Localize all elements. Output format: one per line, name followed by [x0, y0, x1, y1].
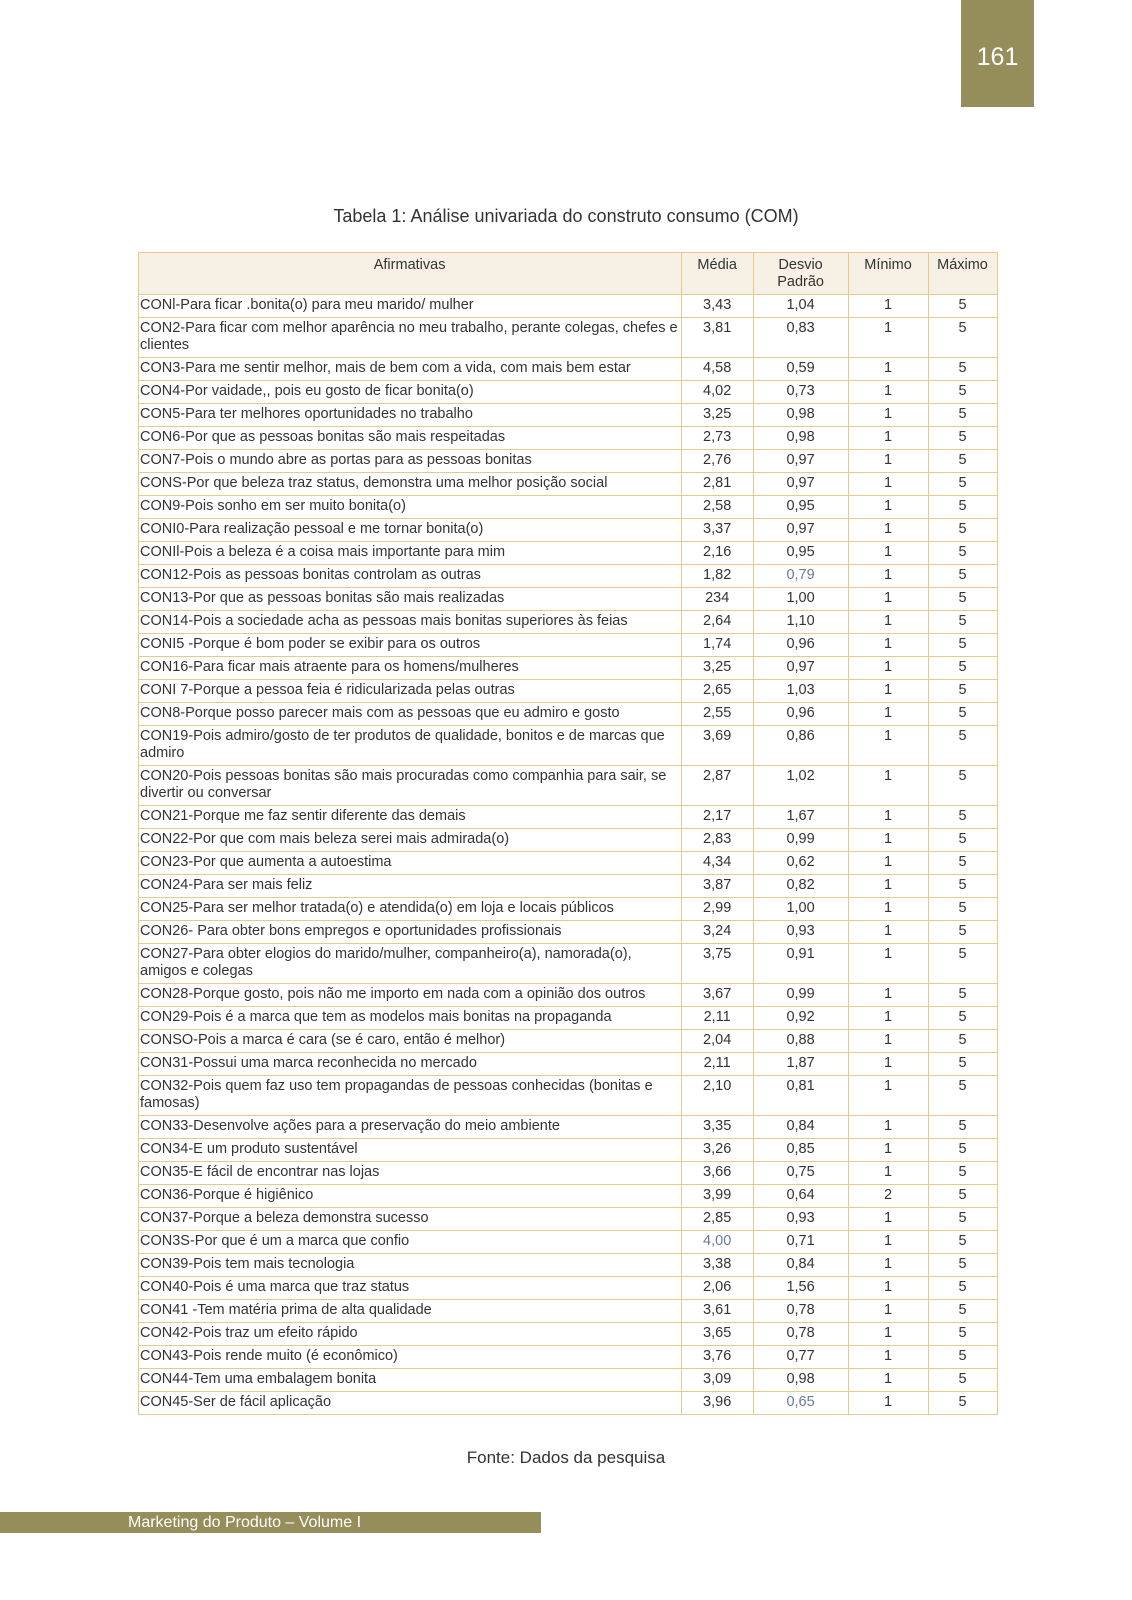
cell-media: 3,35	[682, 1116, 754, 1139]
cell-media: 3,38	[682, 1254, 754, 1277]
table-row	[139, 1346, 998, 1369]
header-desvio-padrao: Desvio Padrão	[754, 253, 849, 295]
cell-desvio-padrao: 0,98	[754, 1369, 849, 1392]
cell-minimo: 1	[849, 1323, 929, 1346]
cell-media: 2,58	[682, 496, 754, 519]
cell-afirmativa: CON35-E fácil de encontrar nas lojas	[139, 1162, 682, 1185]
cell-desvio-padrao: 0,99	[754, 829, 849, 852]
cell-media: 234	[682, 588, 754, 611]
table-row	[139, 634, 998, 657]
cell-maximo: 5	[928, 657, 997, 680]
cell-afirmativa: CON31-Possui uma marca reconhecida no mercado	[139, 1053, 682, 1076]
cell-desvio-padrao: 0,75	[754, 1162, 849, 1185]
cell-media: 3,66	[682, 1162, 754, 1185]
cell-desvio-padrao: 1,67	[754, 806, 849, 829]
cell-desvio-padrao: 0,71	[754, 1231, 849, 1254]
cell-desvio-padrao: 0,78	[754, 1300, 849, 1323]
cell-media: 3,25	[682, 404, 754, 427]
cell-maximo: 5	[928, 898, 997, 921]
cell-maximo: 5	[928, 542, 997, 565]
cell-afirmativa: CON41 -Tem matéria prima de alta qualidade	[139, 1300, 682, 1323]
cell-desvio-padrao: 1,10	[754, 611, 849, 634]
table-row	[139, 1030, 998, 1053]
cell-maximo: 5	[928, 680, 997, 703]
cell-media: 3,81	[682, 318, 754, 358]
cell-minimo: 1	[849, 984, 929, 1007]
cell-media: 2,16	[682, 542, 754, 565]
cell-minimo: 1	[849, 588, 929, 611]
table-row	[139, 1007, 998, 1030]
table-row	[139, 588, 998, 611]
cell-minimo: 1	[849, 318, 929, 358]
cell-desvio-padrao: 0,95	[754, 496, 849, 519]
cell-minimo: 1	[849, 921, 929, 944]
cell-minimo: 1	[849, 473, 929, 496]
cell-maximo: 5	[928, 588, 997, 611]
table-row	[139, 852, 998, 875]
cell-minimo: 1	[849, 1116, 929, 1139]
cell-maximo: 5	[928, 473, 997, 496]
cell-desvio-padrao: 0,96	[754, 703, 849, 726]
cell-minimo: 1	[849, 1162, 929, 1185]
cell-afirmativa: CON29-Pois é a marca que tem as modelos mais bonitas na propaganda	[139, 1007, 682, 1030]
cell-maximo: 5	[928, 766, 997, 806]
cell-desvio-padrao: 0,82	[754, 875, 849, 898]
cell-minimo: 1	[849, 680, 929, 703]
cell-afirmativa: CON4-Por vaidade,, pois eu gosto de ficar bonita(o)	[139, 381, 682, 404]
cell-minimo: 1	[849, 726, 929, 766]
cell-afirmativa: CON2-Para ficar com melhor aparência no meu trabalho, perante colegas, chefes e clientes	[139, 318, 682, 358]
page-number: 161	[961, 0, 1034, 107]
table-row	[139, 1116, 998, 1139]
cell-maximo: 5	[928, 404, 997, 427]
cell-maximo: 5	[928, 829, 997, 852]
header-row	[139, 253, 998, 295]
cell-minimo: 1	[849, 496, 929, 519]
cell-minimo: 1	[849, 542, 929, 565]
cell-minimo: 1	[849, 1076, 929, 1116]
table-row	[139, 875, 998, 898]
cell-desvio-padrao: 0,97	[754, 473, 849, 496]
cell-minimo: 1	[849, 634, 929, 657]
table-row	[139, 1208, 998, 1231]
table-row	[139, 404, 998, 427]
cell-media: 3,67	[682, 984, 754, 1007]
cell-maximo: 5	[928, 450, 997, 473]
cell-maximo: 5	[928, 318, 997, 358]
cell-maximo: 5	[928, 1254, 997, 1277]
cell-media: 2,04	[682, 1030, 754, 1053]
cell-minimo: 1	[849, 565, 929, 588]
cell-minimo: 1	[849, 1208, 929, 1231]
cell-desvio-padrao: 0,88	[754, 1030, 849, 1053]
cell-desvio-padrao: 0,84	[754, 1116, 849, 1139]
cell-desvio-padrao: 0,95	[754, 542, 849, 565]
cell-media: 2,65	[682, 680, 754, 703]
cell-media: 3,99	[682, 1185, 754, 1208]
cell-media: 3,09	[682, 1369, 754, 1392]
table-row	[139, 611, 998, 634]
cell-afirmativa: CONS-Por que beleza traz status, demonstra uma melhor posição social	[139, 473, 682, 496]
cell-maximo: 5	[928, 1208, 997, 1231]
cell-minimo: 1	[849, 1007, 929, 1030]
cell-minimo: 1	[849, 703, 929, 726]
cell-maximo: 5	[928, 1162, 997, 1185]
header-maximo: Máximo	[928, 253, 997, 295]
cell-maximo: 5	[928, 921, 997, 944]
cell-desvio-padrao: 0,98	[754, 427, 849, 450]
table-row	[139, 1254, 998, 1277]
cell-afirmativa: CONIl-Pois a beleza é a coisa mais importante para mim	[139, 542, 682, 565]
cell-minimo: 1	[849, 381, 929, 404]
cell-maximo: 5	[928, 381, 997, 404]
cell-desvio-padrao: 0,85	[754, 1139, 849, 1162]
table-row	[139, 565, 998, 588]
cell-media: 2,83	[682, 829, 754, 852]
cell-minimo: 1	[849, 898, 929, 921]
cell-minimo: 1	[849, 427, 929, 450]
cell-media: 1,82	[682, 565, 754, 588]
table-row	[139, 680, 998, 703]
cell-maximo: 5	[928, 944, 997, 984]
cell-afirmativa: CONl-Para ficar .bonita(o) para meu marido/ mulher	[139, 295, 682, 318]
footer-bar	[0, 1512, 541, 1533]
cell-media: 3,43	[682, 295, 754, 318]
cell-desvio-padrao: 0,64	[754, 1185, 849, 1208]
cell-afirmativa: CON13-Por que as pessoas bonitas são mais realizadas	[139, 588, 682, 611]
cell-maximo: 5	[928, 1076, 997, 1116]
cell-afirmativa: CON24-Para ser mais feliz	[139, 875, 682, 898]
footer-title: Marketing do Produto – Volume I	[128, 1514, 362, 1531]
table-row	[139, 703, 998, 726]
table-row	[139, 450, 998, 473]
cell-desvio-padrao: 0,97	[754, 519, 849, 542]
table-row	[139, 381, 998, 404]
cell-afirmativa: CON34-E um produto sustentável	[139, 1139, 682, 1162]
cell-desvio-padrao: 1,02	[754, 766, 849, 806]
cell-media: 2,81	[682, 473, 754, 496]
cell-afirmativa: CON44-Tem uma embalagem bonita	[139, 1369, 682, 1392]
cell-maximo: 5	[928, 1030, 997, 1053]
header-minimo: Mínimo	[849, 253, 929, 295]
cell-afirmativa: CON3-Para me sentir melhor, mais de bem com a vida, com mais bem estar	[139, 358, 682, 381]
cell-desvio-padrao: 0,93	[754, 921, 849, 944]
cell-maximo: 5	[928, 806, 997, 829]
cell-media: 3,76	[682, 1346, 754, 1369]
cell-media: 4,00	[682, 1231, 754, 1254]
cell-minimo: 1	[849, 404, 929, 427]
table-row	[139, 1323, 998, 1346]
table-row	[139, 358, 998, 381]
cell-afirmativa: CONI5 -Porque é bom poder se exibir para os outros	[139, 634, 682, 657]
cell-afirmativa: CON21-Porque me faz sentir diferente das demais	[139, 806, 682, 829]
cell-desvio-padrao: 0,83	[754, 318, 849, 358]
cell-media: 4,58	[682, 358, 754, 381]
cell-desvio-padrao: 0,93	[754, 1208, 849, 1231]
cell-minimo: 1	[849, 657, 929, 680]
cell-afirmativa: CON26- Para obter bons empregos e oportunidades profissionais	[139, 921, 682, 944]
cell-maximo: 5	[928, 295, 997, 318]
cell-afirmativa: CON42-Pois traz um efeito rápido	[139, 1323, 682, 1346]
cell-media: 2,17	[682, 806, 754, 829]
table-row	[139, 1369, 998, 1392]
cell-maximo: 5	[928, 1277, 997, 1300]
cell-minimo: 1	[849, 611, 929, 634]
cell-desvio-padrao: 0,79	[754, 565, 849, 588]
table-body	[139, 295, 998, 1415]
cell-desvio-padrao: 0,77	[754, 1346, 849, 1369]
table-row	[139, 519, 998, 542]
cell-afirmativa: CON28-Porque gosto, pois não me importo em nada com a opinião dos outros	[139, 984, 682, 1007]
table-row	[139, 1277, 998, 1300]
cell-afirmativa: CON36-Porque é higiênico	[139, 1185, 682, 1208]
cell-afirmativa: CON32-Pois quem faz uso tem propagandas de pessoas conhecidas (bonitas e famosas)	[139, 1076, 682, 1116]
table-header	[139, 253, 998, 295]
cell-afirmativa: CON16-Para ficar mais atraente para os homens/mulheres	[139, 657, 682, 680]
cell-minimo: 1	[849, 1346, 929, 1369]
cell-media: 4,02	[682, 381, 754, 404]
cell-media: 2,10	[682, 1076, 754, 1116]
table-row	[139, 984, 998, 1007]
cell-maximo: 5	[928, 358, 997, 381]
cell-minimo: 1	[849, 829, 929, 852]
cell-minimo: 1	[849, 944, 929, 984]
table-row	[139, 726, 998, 766]
cell-maximo: 5	[928, 634, 997, 657]
table-row	[139, 1185, 998, 1208]
cell-media: 1,74	[682, 634, 754, 657]
cell-media: 3,26	[682, 1139, 754, 1162]
cell-maximo: 5	[928, 611, 997, 634]
cell-afirmativa: CON45-Ser de fácil aplicação	[139, 1392, 682, 1415]
cell-minimo: 1	[849, 766, 929, 806]
cell-minimo: 1	[849, 1139, 929, 1162]
cell-minimo: 2	[849, 1185, 929, 1208]
table-row	[139, 427, 998, 450]
cell-afirmativa: CON25-Para ser melhor tratada(o) e atendida(o) em loja e locais públicos	[139, 898, 682, 921]
cell-desvio-padrao: 0,99	[754, 984, 849, 1007]
cell-minimo: 1	[849, 1254, 929, 1277]
cell-afirmativa: CON3S-Por que é um a marca que confio	[139, 1231, 682, 1254]
cell-media: 3,25	[682, 657, 754, 680]
cell-minimo: 1	[849, 1277, 929, 1300]
cell-afirmativa: CON43-Pois rende muito (é econômico)	[139, 1346, 682, 1369]
header-media: Média	[682, 253, 754, 295]
cell-afirmativa: CON8-Porque posso parecer mais com as pessoas que eu admiro e gosto	[139, 703, 682, 726]
cell-minimo: 1	[849, 1392, 929, 1415]
cell-afirmativa: CON33-Desenvolve ações para a preservação do meio ambiente	[139, 1116, 682, 1139]
cell-maximo: 5	[928, 1231, 997, 1254]
cell-afirmativa: CON40-Pois é uma marca que traz status	[139, 1277, 682, 1300]
cell-minimo: 1	[849, 1231, 929, 1254]
table-row	[139, 542, 998, 565]
cell-desvio-padrao: 1,04	[754, 295, 849, 318]
cell-maximo: 5	[928, 875, 997, 898]
cell-afirmativa: CON19-Pois admiro/gosto de ter produtos de qualidade, bonitos e de marcas que admiro	[139, 726, 682, 766]
cell-media: 3,87	[682, 875, 754, 898]
cell-minimo: 1	[849, 295, 929, 318]
cell-desvio-padrao: 0,97	[754, 657, 849, 680]
table-row	[139, 829, 998, 852]
cell-media: 2,87	[682, 766, 754, 806]
cell-media: 3,65	[682, 1323, 754, 1346]
cell-minimo: 1	[849, 1030, 929, 1053]
cell-desvio-padrao: 0,73	[754, 381, 849, 404]
table-row	[139, 496, 998, 519]
cell-media: 3,37	[682, 519, 754, 542]
table-source: Fonte: Dados da pesquisa	[466, 1448, 666, 1467]
cell-desvio-padrao: 0,62	[754, 852, 849, 875]
table-row	[139, 318, 998, 358]
cell-minimo: 1	[849, 1300, 929, 1323]
cell-media: 2,73	[682, 427, 754, 450]
cell-desvio-padrao: 1,00	[754, 898, 849, 921]
cell-desvio-padrao: 0,92	[754, 1007, 849, 1030]
cell-maximo: 5	[928, 1300, 997, 1323]
table-row	[139, 473, 998, 496]
cell-minimo: 1	[849, 806, 929, 829]
table-row	[139, 1053, 998, 1076]
cell-desvio-padrao: 0,86	[754, 726, 849, 766]
cell-maximo: 5	[928, 1346, 997, 1369]
table-row	[139, 766, 998, 806]
cell-media: 4,34	[682, 852, 754, 875]
cell-desvio-padrao: 0,59	[754, 358, 849, 381]
cell-desvio-padrao: 0,91	[754, 944, 849, 984]
cell-maximo: 5	[928, 496, 997, 519]
header-afirmativas: Afirmativas	[139, 253, 682, 295]
cell-maximo: 5	[928, 1185, 997, 1208]
cell-minimo: 1	[849, 875, 929, 898]
cell-desvio-padrao: 0,84	[754, 1254, 849, 1277]
cell-maximo: 5	[928, 1323, 997, 1346]
cell-minimo: 1	[849, 358, 929, 381]
cell-afirmativa: CON12-Pois as pessoas bonitas controlam as outras	[139, 565, 682, 588]
cell-desvio-padrao: 0,96	[754, 634, 849, 657]
data-table	[138, 252, 998, 1415]
cell-media: 2,11	[682, 1053, 754, 1076]
cell-afirmativa: CON20-Pois pessoas bonitas são mais procuradas como companhia para sair, se divertir ou conversar	[139, 766, 682, 806]
cell-media: 2,76	[682, 450, 754, 473]
cell-maximo: 5	[928, 519, 997, 542]
cell-desvio-padrao: 1,87	[754, 1053, 849, 1076]
table-row	[139, 1392, 998, 1415]
cell-media: 3,24	[682, 921, 754, 944]
cell-minimo: 1	[849, 1053, 929, 1076]
cell-minimo: 1	[849, 519, 929, 542]
cell-afirmativa: CONSO-Pois a marca é cara (se é caro, então é melhor)	[139, 1030, 682, 1053]
cell-maximo: 5	[928, 565, 997, 588]
cell-minimo: 1	[849, 1369, 929, 1392]
cell-afirmativa: CON27-Para obter elogios do marido/mulher, companheiro(a), namorada(o), amigos e colegas	[139, 944, 682, 984]
cell-media: 2,55	[682, 703, 754, 726]
cell-afirmativa: CON14-Pois a sociedade acha as pessoas mais bonitas superiores às feias	[139, 611, 682, 634]
cell-maximo: 5	[928, 1053, 997, 1076]
cell-media: 2,85	[682, 1208, 754, 1231]
cell-afirmativa: CON37-Porque a beleza demonstra sucesso	[139, 1208, 682, 1231]
cell-maximo: 5	[928, 1116, 997, 1139]
cell-afirmativa: CON23-Por que aumenta a autoestima	[139, 852, 682, 875]
table-row	[139, 806, 998, 829]
cell-maximo: 5	[928, 1007, 997, 1030]
cell-maximo: 5	[928, 1392, 997, 1415]
table-row	[139, 657, 998, 680]
table-row	[139, 1162, 998, 1185]
cell-afirmativa: CON6-Por que as pessoas bonitas são mais respeitadas	[139, 427, 682, 450]
cell-media: 3,75	[682, 944, 754, 984]
cell-afirmativa: CONI 7-Porque a pessoa feia é ridicularizada pelas outras	[139, 680, 682, 703]
table-row	[139, 921, 998, 944]
cell-maximo: 5	[928, 852, 997, 875]
cell-media: 3,69	[682, 726, 754, 766]
cell-desvio-padrao: 1,00	[754, 588, 849, 611]
cell-media: 2,11	[682, 1007, 754, 1030]
cell-desvio-padrao: 1,56	[754, 1277, 849, 1300]
cell-maximo: 5	[928, 1139, 997, 1162]
table-row	[139, 944, 998, 984]
cell-minimo: 1	[849, 852, 929, 875]
cell-desvio-padrao: 0,97	[754, 450, 849, 473]
cell-media: 2,06	[682, 1277, 754, 1300]
table-row	[139, 1076, 998, 1116]
cell-media: 2,99	[682, 898, 754, 921]
cell-maximo: 5	[928, 427, 997, 450]
table-row	[139, 295, 998, 318]
table-row	[139, 1231, 998, 1254]
cell-media: 2,64	[682, 611, 754, 634]
cell-afirmativa: CON7-Pois o mundo abre as portas para as pessoas bonitas	[139, 450, 682, 473]
cell-maximo: 5	[928, 703, 997, 726]
cell-desvio-padrao: 0,78	[754, 1323, 849, 1346]
cell-desvio-padrao: 0,65	[754, 1392, 849, 1415]
cell-maximo: 5	[928, 984, 997, 1007]
cell-afirmativa: CONI0-Para realização pessoal e me tornar bonita(o)	[139, 519, 682, 542]
table-row	[139, 1139, 998, 1162]
cell-desvio-padrao: 1,03	[754, 680, 849, 703]
table-row	[139, 1300, 998, 1323]
table-title: Tabela 1: Análise univariada do construto consumo (COM)	[333, 206, 799, 226]
cell-minimo: 1	[849, 450, 929, 473]
cell-media: 3,96	[682, 1392, 754, 1415]
cell-afirmativa: CON22-Por que com mais beleza serei mais admirada(o)	[139, 829, 682, 852]
cell-maximo: 5	[928, 1369, 997, 1392]
cell-media: 3,61	[682, 1300, 754, 1323]
cell-desvio-padrao: 0,98	[754, 404, 849, 427]
cell-afirmativa: CON39-Pois tem mais tecnologia	[139, 1254, 682, 1277]
table-row	[139, 898, 998, 921]
cell-afirmativa: CON9-Pois sonho em ser muito bonita(o)	[139, 496, 682, 519]
cell-maximo: 5	[928, 726, 997, 766]
cell-desvio-padrao: 0,81	[754, 1076, 849, 1116]
cell-afirmativa: CON5-Para ter melhores oportunidades no trabalho	[139, 404, 682, 427]
